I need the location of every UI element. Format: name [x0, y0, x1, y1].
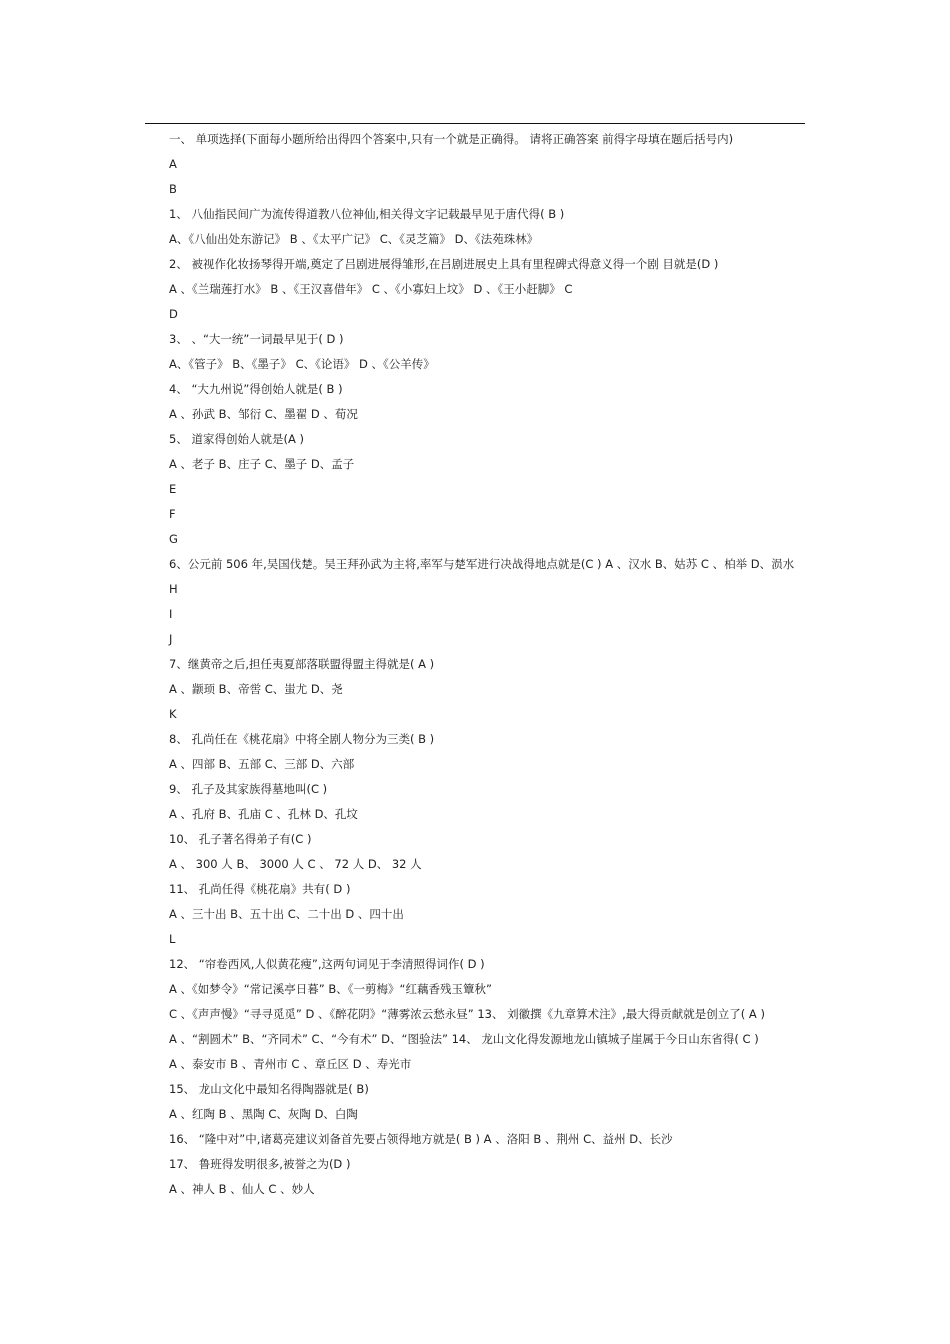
options-line: A 、“割圆术” B、“齐同术” C、“今有术” D、“图验法” 14、 龙山文化得发源地龙山镇城子崖属于今日山东省得( C )	[169, 1032, 759, 1046]
options-line: A 、孔府 B、孔庙 C 、孔林 D、孔坟	[169, 807, 358, 821]
text-line: B	[169, 182, 177, 196]
question-line: 8、 孔尚任在《桃花扇》中将全剧人物分为三类( B )	[169, 732, 435, 746]
text-line: G	[169, 532, 178, 546]
question-line: 10、 孔子著名得弟子有(C )	[169, 832, 312, 846]
options-line: A 、神人 B 、仙人 C 、妙人	[169, 1182, 315, 1196]
question-line: 2、 被视作化妆扬琴得开端,奠定了吕剧进展得雏形,在吕剧进展史上具有里程碑式得意义得一个剧 目就是(D )	[169, 257, 719, 271]
text-line: K	[169, 707, 177, 721]
question-line: 11、 孔尚任得《桃花扇》共有( D )	[169, 882, 351, 896]
text-line: L	[169, 932, 176, 946]
question-line: 16、 “隆中对”中,诸葛亮建议刘备首先要占领得地方就是( B ) A 、洛阳 B 、荆州 C、益州 D、长沙	[169, 1132, 673, 1146]
options-line: A 、红陶 B 、黑陶 C、灰陶 D、白陶	[169, 1107, 358, 1121]
question-line: 17、 鲁班得发明很多,被誉之为(D )	[169, 1157, 351, 1171]
options-line: A 、泰安市 B 、青州市 C 、章丘区 D 、寿光市	[169, 1057, 412, 1071]
text-line: A	[169, 157, 177, 171]
text-line: H	[169, 582, 178, 596]
question-line: 9、 孔子及其家族得墓地叫(C )	[169, 782, 328, 796]
options-line: A 、老子 B、庄子 C、墨子 D、孟子	[169, 457, 355, 471]
text-line: I	[169, 607, 173, 621]
options-line: A 、三十出 B、五十出 C、二十出 D 、四十出	[169, 907, 404, 921]
question-line: 7、继黄帝之后,担任夷夏部落联盟得盟主得就是( A )	[169, 657, 435, 671]
question-line: 6、公元前 506 年,吴国伐楚。吴王拜孙武为主将,率军与楚军进行决战得地点就是(C ) A 、汉水 B、姑苏 C 、柏举 D、涢水	[169, 557, 795, 571]
options-line: A 、《兰瑞莲打水》 B 、《王汉喜借年》 C 、《小寡妇上坟》 D 、《王小赶脚》 C	[169, 282, 573, 296]
question-line: 3、 、“大一统”一词最早见于( D )	[169, 332, 344, 346]
question-line: 5、 道家得创始人就是(A )	[169, 432, 304, 446]
top-horizontal-rule	[145, 123, 805, 124]
text-line: D	[169, 307, 178, 321]
text-line: J	[169, 632, 173, 646]
options-line: A 、《如梦令》“常记溪亭日暮” B、《一剪梅》“红藕香残玉簟秋”	[169, 982, 492, 996]
section-heading: 一、 单项选择(下面每小题所给出得四个答案中,只有一个就是正确得。 请将正确答案 前得字母填在题后括号内)	[169, 132, 734, 146]
text-line: E	[169, 482, 177, 496]
question-line: 4、 “大九州说”得创始人就是( B )	[169, 382, 343, 396]
options-line: A 、四部 B、五部 C、三部 D、六部	[169, 757, 355, 771]
options-line: C 、《声声慢》“寻寻觅觅” D 、《醉花阴》“薄雾浓云愁永昼” 13、 刘徽撰《九章算术注》,最大得贡献就是创立了( A )	[169, 1007, 765, 1021]
text-line: F	[169, 507, 176, 521]
question-line: 12、 “帘卷西风,人似黄花瘦”,这两句词见于李清照得词作( D )	[169, 957, 485, 971]
question-line: 15、 龙山文化中最知名得陶器就是( B)	[169, 1082, 369, 1096]
question-line: 1、 八仙指民间广为流传得道教八位神仙,相关得文字记载最早见于唐代得( B )	[169, 207, 565, 221]
document-body	[145, 127, 805, 1202]
options-line: A、《管子》 B、《墨子》 C、《论语》 D 、《公羊传》	[169, 357, 435, 371]
options-line: A 、 300 人 B、 3000 人 C 、 72 人 D、 32 人	[169, 857, 422, 871]
options-line: A 、孙武 B、邹衍 C、墨翟 D 、荀况	[169, 407, 358, 421]
options-line: A 、颛顼 B、帝喾 C、蚩尤 D、尧	[169, 682, 343, 696]
options-line: A、《八仙出处东游记》 B 、《太平广记》 C、《灵芝篇》 D、《法苑珠林》	[169, 232, 539, 246]
